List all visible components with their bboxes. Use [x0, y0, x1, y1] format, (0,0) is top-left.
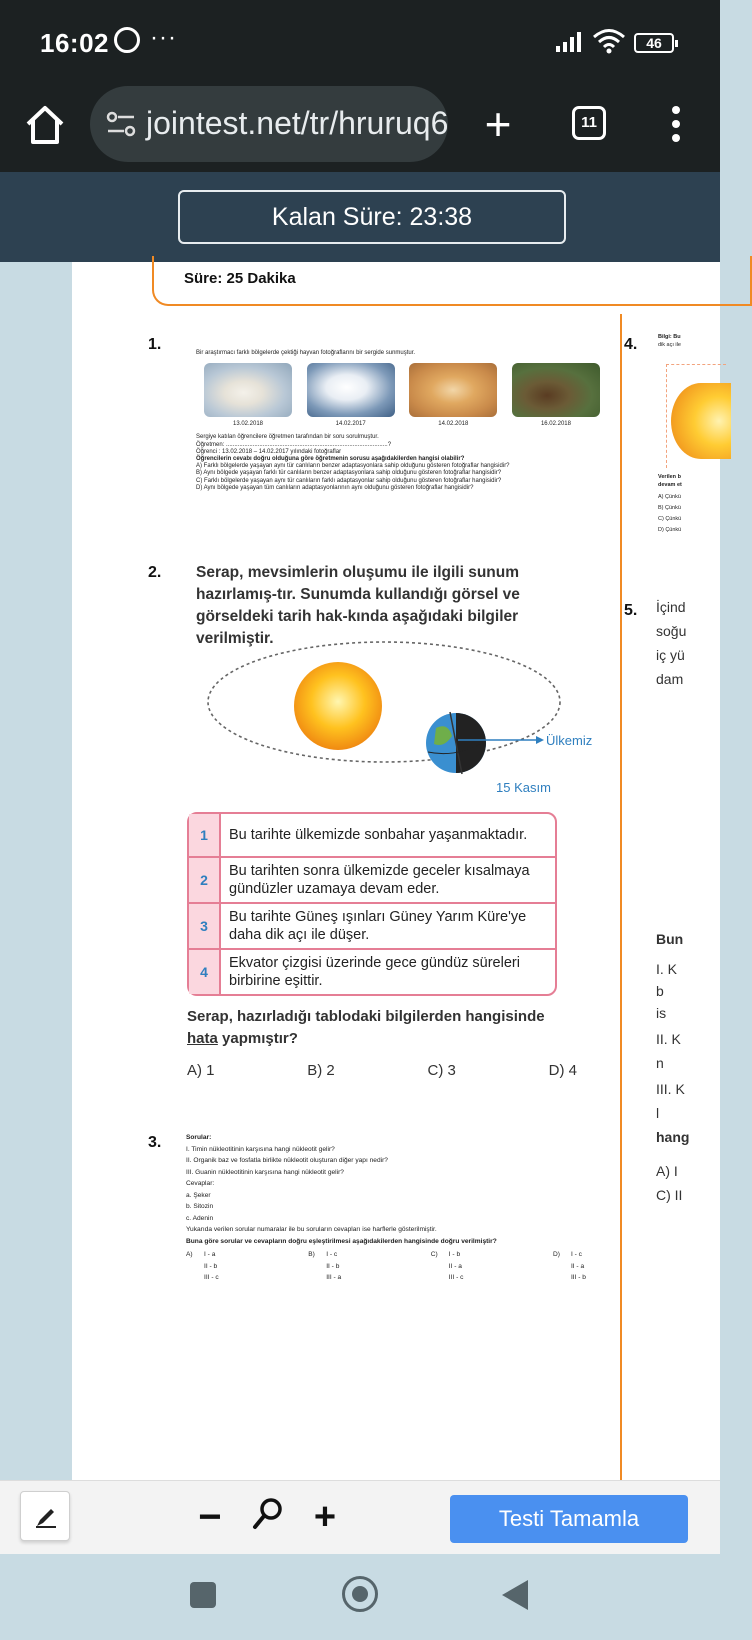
test-document[interactable] [72, 262, 720, 1480]
q2-question-pre: Serap, hazırladığı tablodaki bilgilerden hangisinde [187, 1008, 545, 1025]
q4-option[interactable]: C) Çünkü [658, 516, 682, 522]
question-3 [186, 1132, 606, 1284]
q5-roman: II. K [656, 1031, 681, 1047]
remaining-time: Kalan Süre: 23:38 [178, 190, 566, 244]
q1-line: Sergiye katılan öğrencilere öğretmen tarafından bir soru sorulmuştur. [196, 434, 379, 441]
photo-date: 14.02.2018 [438, 421, 469, 428]
pen-button[interactable] [20, 1491, 70, 1541]
row-number: 1 [189, 814, 221, 856]
table-row [189, 858, 555, 904]
browser-toolbar [0, 84, 720, 172]
q5-line: İçind [656, 599, 686, 615]
sun-icon [294, 662, 382, 750]
whatsapp-icon [114, 27, 140, 53]
table-row [189, 814, 555, 858]
question-1 [196, 350, 596, 492]
pair: II - b [204, 1262, 218, 1270]
wifi-icon [592, 28, 626, 54]
q3-question: Buna göre sorular ve cevapların doğru eşleştirilmesi aşağıdakilerden hangisinde doğru verilmiştir? [186, 1237, 497, 1245]
column-divider [620, 314, 622, 1484]
q3-cevap: b. Sitozin [186, 1203, 214, 1210]
question-4-number: 4. [624, 336, 638, 353]
q4-line: dik açı ile [658, 342, 681, 348]
bottom-toolbar [0, 1480, 720, 1554]
q5-question: hang [656, 1129, 690, 1145]
q3-option-c[interactable] [431, 1249, 464, 1284]
recents-button[interactable] [190, 1582, 216, 1608]
tab-switcher-button[interactable]: 11 [572, 106, 606, 140]
back-button[interactable] [502, 1580, 528, 1610]
photo-date: 13.02.2018 [232, 421, 264, 428]
fennec-fox-image [409, 363, 497, 417]
search-icon[interactable] [252, 1497, 284, 1531]
row-number: 4 [189, 950, 221, 994]
q3-soru: I. Timin nükleotitinin karşısına hangi nükleotit gelir? [186, 1145, 335, 1153]
pair: I - b [448, 1251, 461, 1258]
duration-label: Süre: 25 Dakika [184, 270, 296, 287]
pair: II - a [448, 1262, 462, 1270]
q1-option[interactable]: A) Farklı bölgelerde yaşayan aynı tür canlıların benzer adaptasyonlara sahip olduğunu gösteren fotoğraflar hangisidir? [196, 463, 510, 470]
question-3-number: 3. [148, 1134, 162, 1151]
q4-option[interactable]: D) Çünkü [658, 527, 682, 533]
q4-option[interactable]: B) Çünkü [658, 505, 681, 511]
q1-option[interactable]: C) Farklı bölgelerde yaşayan aynı tür canlıların farklı adaptasyonlar sahip olduğunu gösteren fotoğraflar hangisidir? [196, 477, 502, 484]
pair: I - a [204, 1251, 216, 1258]
pair: III - c [204, 1274, 219, 1281]
choice-d[interactable]: D) 4 [548, 1062, 577, 1079]
timer-bar [0, 172, 720, 262]
row-number: 2 [189, 858, 221, 902]
row-text: Bu tarihte Güneş ışınları Güney Yarım Küre'ye daha dik açı ile düşer. [229, 909, 527, 943]
signal-icon [556, 30, 586, 52]
system-nav-bar [0, 1554, 720, 1640]
q1-option[interactable]: B) Aynı bölgede yaşayan farklı tür canlıların benzer adaptasyonlara sahip olduğunu gösteren fotoğraflar hangisidir? [196, 470, 502, 477]
q3-option-a[interactable] [186, 1249, 219, 1284]
q5-roman: is [656, 1005, 667, 1021]
pair: I - c [570, 1251, 582, 1258]
row-text: Bu tarihten sonra ülkemizde geceler kısalmaya gündüzler uzamaya devam eder. [229, 863, 530, 897]
q3-soru: III. Guanin nükleotitinin karşısına hangi nükleotit gelir? [186, 1168, 344, 1176]
q3-cevap: c. Adenin [186, 1214, 214, 1222]
q1-line: Öğrenci : 13.02.2018 – 14.02.2017 yılındaki fotoğraflar [196, 448, 342, 455]
q2-question [187, 1006, 587, 1050]
choice-a[interactable]: A) 1 [187, 1062, 215, 1079]
q2-question-underlined: hata [187, 1030, 218, 1047]
q3-option-b[interactable] [308, 1249, 341, 1284]
q3-cevap: a. Şeker [186, 1191, 211, 1199]
ulkemiz-label: Ülkemiz [546, 733, 593, 748]
earth-icon [426, 712, 486, 774]
q5-roman: n [656, 1055, 664, 1071]
photo-arctic-fox [307, 363, 395, 428]
option-label: A) [186, 1251, 193, 1258]
q1-option[interactable]: D) Aynı bölgede yaşayan tüm canlıların adaptasyonlarının aynı olduğunu gösteren fotoğraflar hangisidir? [196, 484, 474, 491]
option-label: C) [430, 1251, 438, 1258]
q5-line: iç yü [656, 647, 685, 663]
q2-text: Serap, mevsimlerin oluşumu ile ilgili sunum hazırlamış-tır. Sunumda kullandığı görsel ve görseldeki tarih hak-kında aşağıdaki bilgiler verilmiştir. [196, 564, 520, 647]
new-tab-button[interactable]: + [484, 98, 512, 150]
q4-line: devam et [658, 482, 682, 488]
arctic-fox-image [307, 363, 395, 417]
zoom-in-button[interactable]: + [313, 1496, 337, 1538]
choice-b[interactable]: B) 2 [307, 1062, 335, 1079]
q5-answer[interactable]: C) II [656, 1187, 683, 1203]
row-text: Bu tarihte ülkemizde sonbahar yaşanmaktadır. [229, 827, 528, 843]
row-number: 3 [189, 904, 221, 948]
q4-line: Bilgi: Bu [658, 334, 681, 340]
more-menu-icon[interactable] [664, 102, 688, 148]
orbit-diagram [196, 632, 593, 812]
q4-line: Verilen b [658, 474, 681, 480]
q1-line: Öğretmen: .................................................................................................? [196, 441, 392, 448]
address-bar[interactable] [90, 86, 448, 162]
q3-options [186, 1249, 586, 1284]
photo-date: 14.02.2017 [335, 421, 366, 428]
q3-option-d[interactable] [553, 1249, 586, 1284]
option-label: B) [308, 1251, 315, 1258]
date-label: 15 Kasım [496, 780, 551, 795]
q3-sorular-label: Sorular: [186, 1134, 212, 1141]
site-settings-icon[interactable] [106, 111, 136, 137]
home-icon[interactable] [22, 102, 68, 148]
q5-line: dam [656, 671, 684, 687]
right-column [624, 262, 720, 1480]
q2-choices [187, 1062, 577, 1079]
more-notifications-icon: ··· [150, 24, 177, 51]
photo-row [204, 363, 600, 428]
q3-note: Yukarıda verilen sorular numaralar ile bu soruların cevapları ise harflerle gösterilmiştir. [186, 1226, 437, 1233]
photo-date: 16.02.2018 [540, 421, 571, 428]
question-2-number: 2. [148, 564, 162, 581]
status-bar [0, 0, 720, 84]
photo-fennec-fox [409, 363, 497, 428]
q3-cevaplar-label: Cevaplar: [186, 1180, 215, 1187]
q1-question: Öğrencilerin cevabı doğru olduğuna göre öğretmenin sorusu aşağıdakilerden hangisi olabilir? [196, 456, 465, 463]
question-5-number: 5. [624, 602, 638, 619]
url-text: jointest.net/tr/hruruq6 [146, 105, 449, 141]
battery-icon: 46 [634, 33, 674, 53]
zoom-out-button[interactable]: − [198, 1495, 222, 1539]
clock: 16:02 [40, 28, 109, 58]
q5-roman: b [656, 983, 664, 999]
info-table [187, 812, 557, 996]
q3-soru: II. Organik baz ve fosfatla birlikte nükleotit oluşturan diğer yapı nedir? [186, 1157, 388, 1164]
q2-question-post: yapmıştır? [222, 1030, 298, 1047]
q5-answer[interactable]: A) I [656, 1163, 678, 1179]
q4-option[interactable]: A) Çünkü [658, 494, 681, 500]
option-label: D) [552, 1251, 560, 1258]
q5-roman: III. K [656, 1081, 685, 1097]
brown-bear-image [512, 363, 600, 417]
q5-question: Bun [656, 931, 684, 947]
pair: III - c [448, 1274, 464, 1281]
pair: II - b [326, 1262, 340, 1270]
finish-test-button[interactable]: Testi Tamamla [450, 1495, 688, 1543]
pair: I - c [326, 1251, 338, 1258]
q5-roman: I. K [656, 961, 678, 977]
q4-sun-image [666, 364, 726, 468]
home-button[interactable] [342, 1576, 378, 1612]
pair: III - a [326, 1274, 342, 1281]
pencil-icon [34, 1505, 58, 1529]
table-row [189, 950, 555, 994]
photo-polar-bear [204, 363, 292, 428]
q5-roman: l [656, 1105, 660, 1121]
polar-bear-image [204, 363, 292, 417]
photo-brown-bear [512, 363, 600, 428]
row-text: Ekvator çizgisi üzerinde gece gündüz süreleri birbirine eşittir. [229, 955, 520, 989]
pair: III - b [570, 1274, 586, 1281]
choice-c[interactable]: C) 3 [427, 1062, 456, 1079]
question-1-number: 1. [148, 336, 162, 353]
q1-intro: Bir araştırmacı farklı bölgelerde çektiği hayvan fotoğraflarını bir sergide sunmuştur. [196, 350, 416, 356]
q5-line: soğu [656, 623, 687, 639]
pair: II - a [570, 1262, 585, 1270]
table-row [189, 904, 555, 950]
